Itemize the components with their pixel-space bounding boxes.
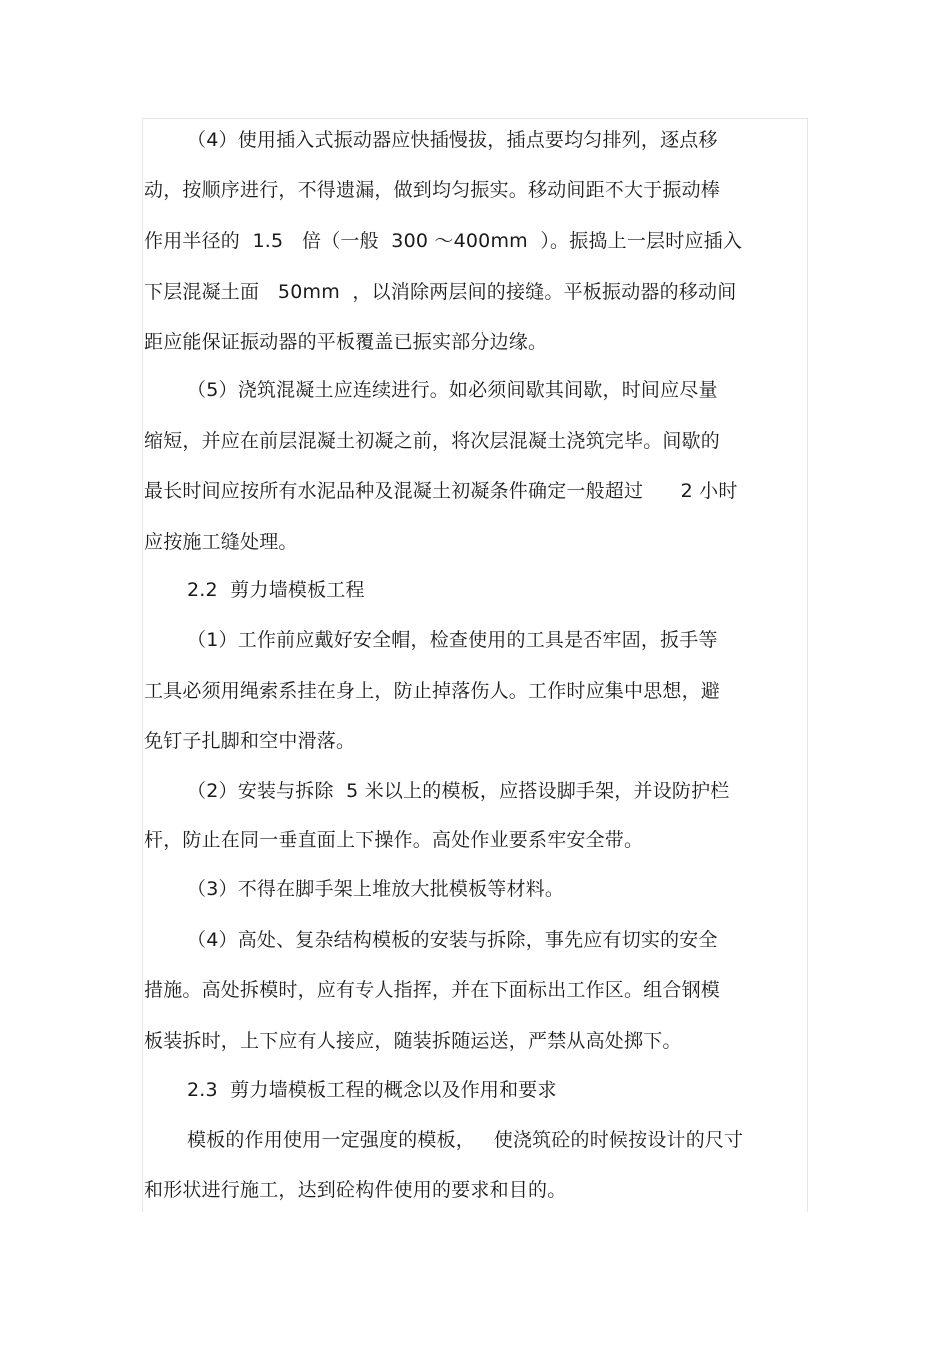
text-line: （4）使用插入式振动器应快插慢拔，插点要均匀排列，逐点移 [187, 129, 718, 151]
text-line: 板装拆时，上下应有人接应，随装拆随运送，严禁从高处掷下。 [144, 1030, 682, 1052]
text-line: （4）高处、复杂结构模板的安装与拆除，事先应有切实的安全 [187, 929, 718, 951]
text-line: 最长时间应按所有水泥品种及混凝土初凝条件确定一般超过 2 小时 [144, 480, 738, 502]
text-line: 措施。高处拆模时，应有专人指挥，并在下面标出工作区。组合钢模 [144, 979, 721, 1001]
text-line: （5）浇筑混凝土应连续进行。如必须间歇其间歇，时间应尽量 [187, 379, 718, 401]
section-heading: 2.2 剪力墙模板工程 [187, 579, 365, 601]
text-line: 模板的作用使用一定强度的模板， 使浇筑砼的时候按设计的尺寸 [187, 1129, 744, 1151]
text-line: （2）安装与拆除 5 米以上的模板，应搭设脚手架，并设防护栏 [187, 780, 730, 802]
text-line: 应按施工缝处理。 [144, 531, 298, 553]
section-heading: 2.3 剪力墙模板工程的概念以及作用和要求 [187, 1079, 557, 1101]
text-line: 距应能保证振动器的平板覆盖已振实部分边缘。 [144, 331, 548, 353]
text-line: 动，按顺序进行，不得遗漏，做到均匀振实。移动间距不大于振动棒 [144, 179, 721, 201]
text-line: 和形状进行施工，达到砼构件使用的要求和目的。 [144, 1179, 567, 1201]
text-line: 下层混凝土面 50mm ，以消除两层间的接缝。平板振动器的移动间 [144, 281, 737, 303]
text-line: 工具必须用绳索系挂在身上，防止掉落伤人。工作时应集中思想，避 [144, 680, 721, 702]
text-line: 缩短，并应在前层混凝土初凝之前，将次层混凝土浇筑完毕。间歇的 [144, 430, 721, 452]
text-line: 作用半径的 1.5 倍（一般 300 ～400mm ）。振捣上一层时应插入 [144, 230, 743, 252]
text-line: （1）工作前应戴好安全帽，检查使用的工具是否牢固，扳手等 [187, 629, 718, 651]
text-line: 免钉子扎脚和空中滑落。 [144, 730, 356, 752]
text-line: （3）不得在脚手架上堆放大批模板等材料。 [187, 878, 565, 900]
text-line: 杆，防止在同一垂直面上下操作。高处作业要系牢安全带。 [144, 829, 644, 851]
